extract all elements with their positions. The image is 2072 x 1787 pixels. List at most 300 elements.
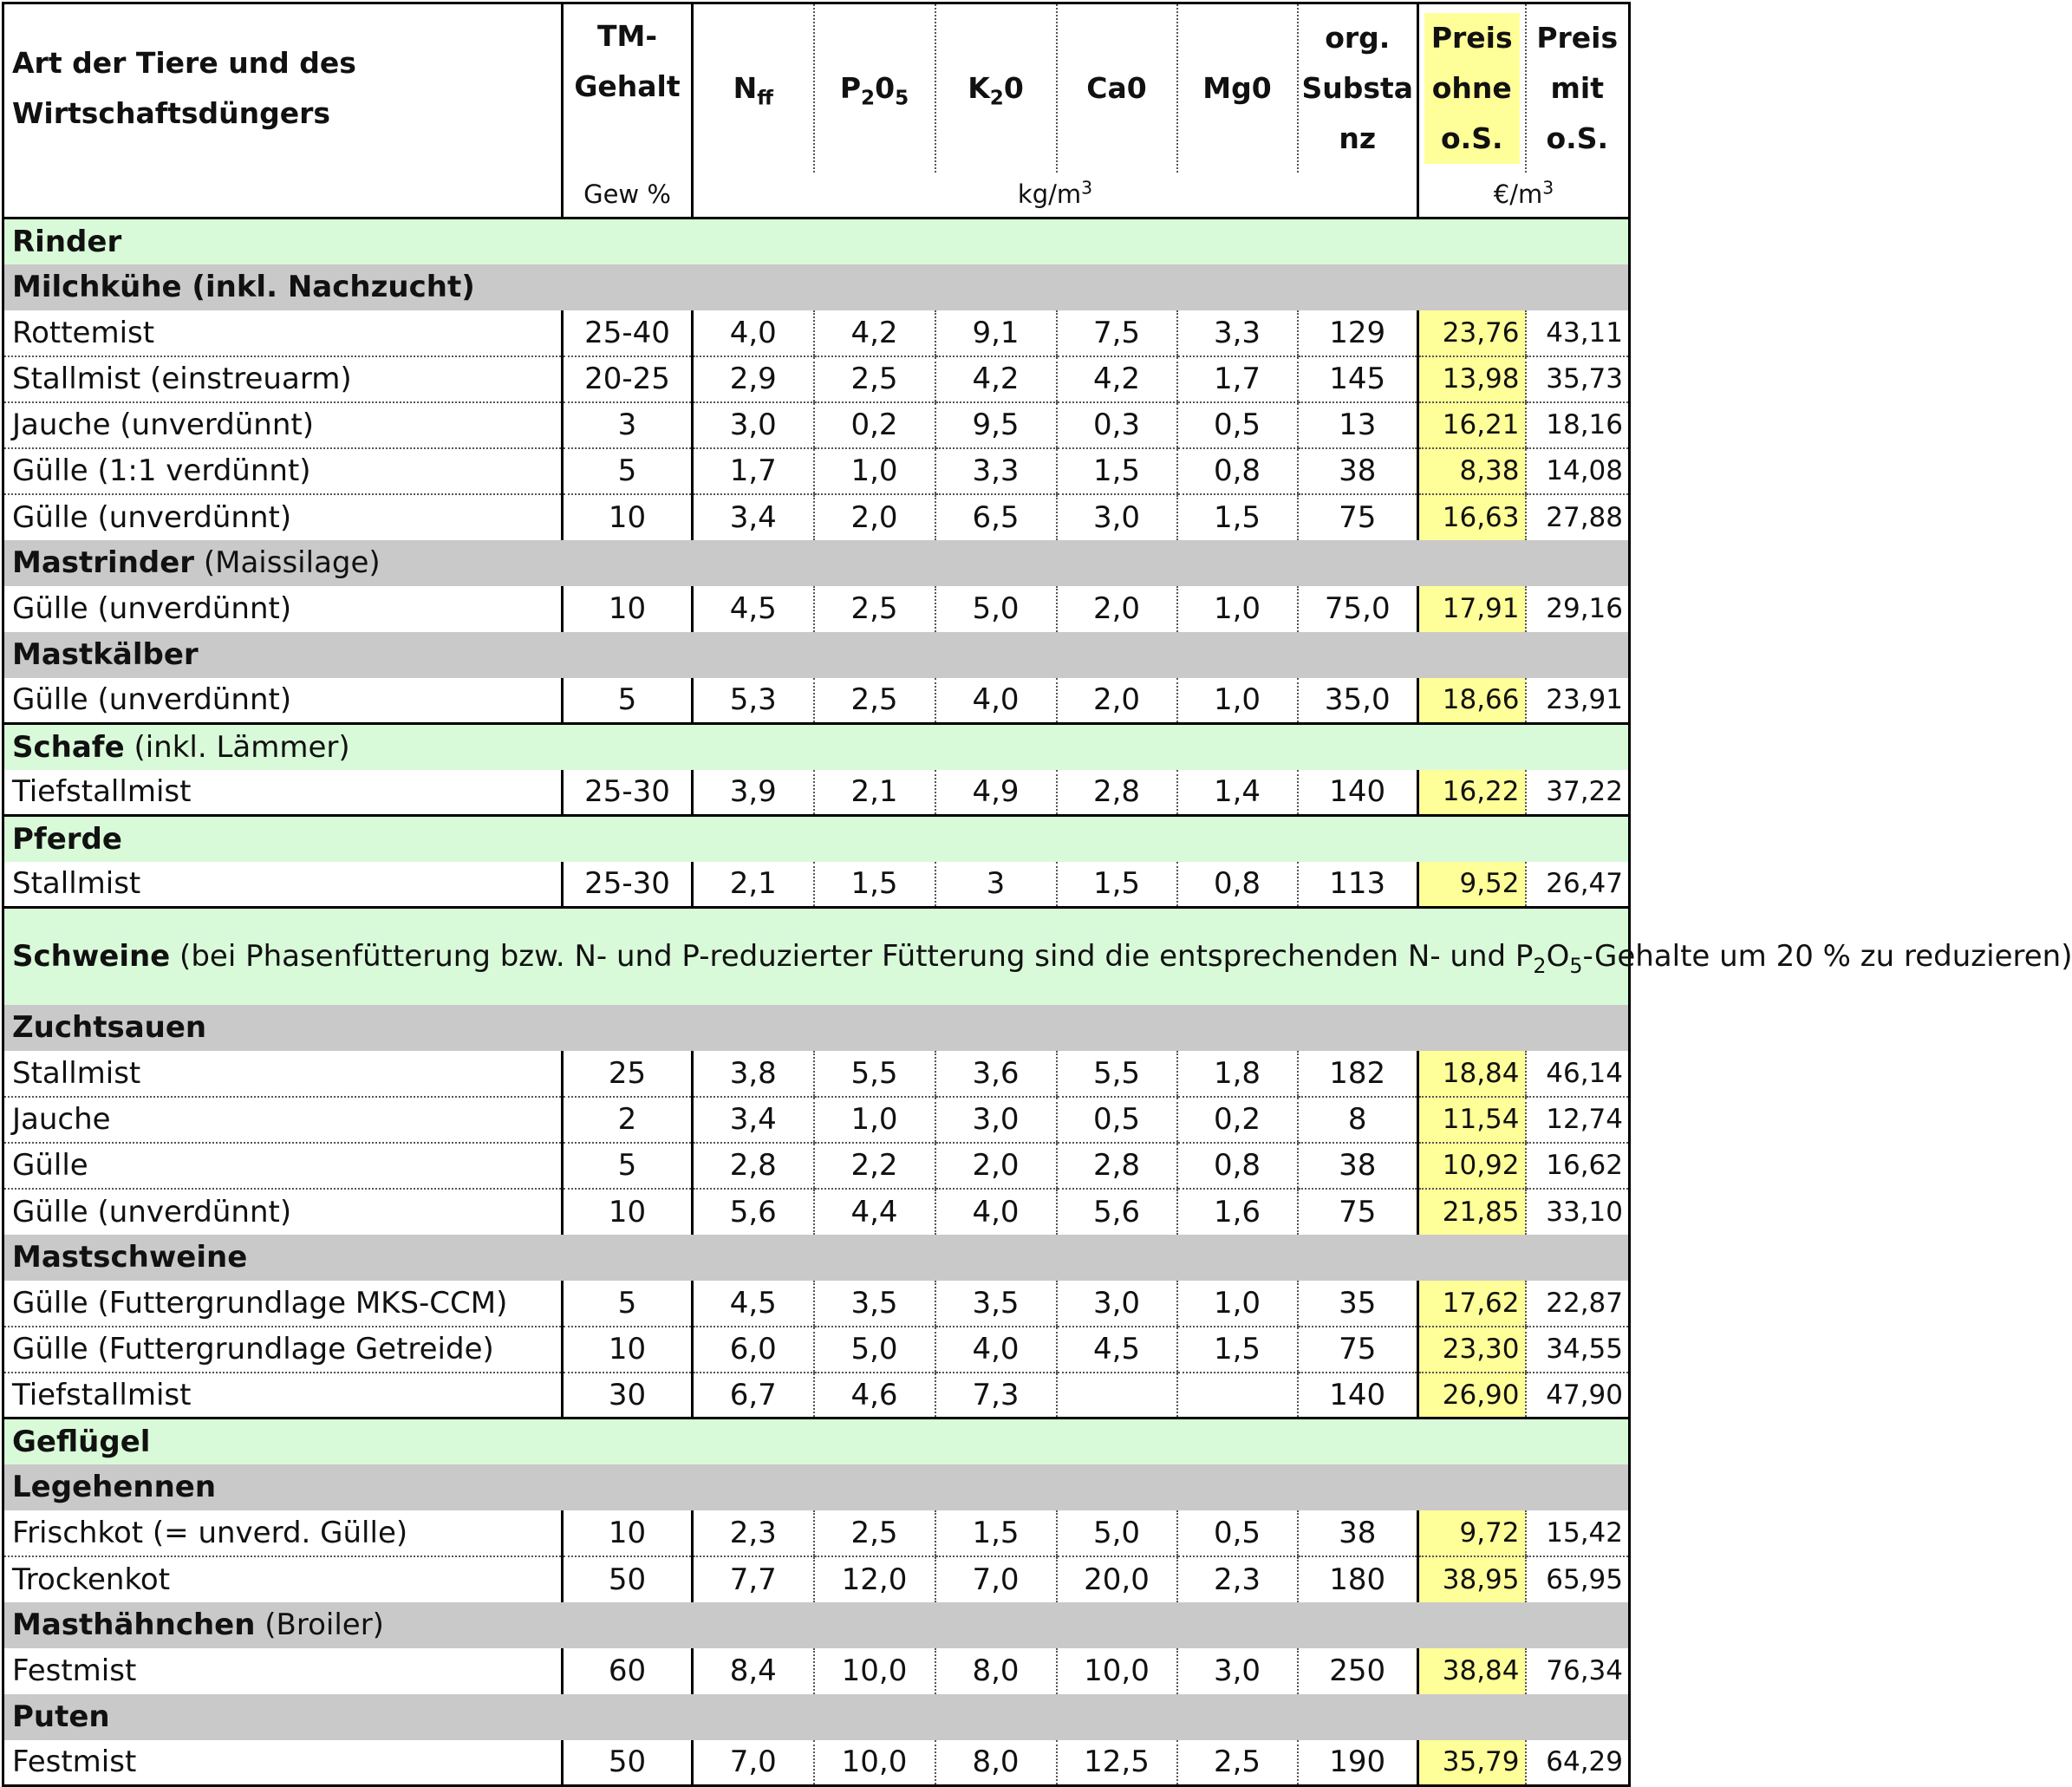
category-cell (3, 218, 1630, 264)
cell-nff: 4,5 (693, 1281, 814, 1327)
cell-tm: 60 (563, 1648, 693, 1694)
cell-org: 38 (1298, 1510, 1418, 1556)
row-name: Jauche (3, 1097, 563, 1143)
cell-cao: 3,0 (1057, 1281, 1177, 1327)
cell-tm: 5 (563, 448, 693, 494)
header-nff-main: N (733, 70, 758, 105)
cell-p2o5: 4,6 (814, 1373, 935, 1419)
cell-tm: 10 (563, 1327, 693, 1373)
subcategory-cell (3, 1464, 1630, 1510)
cell-price-ohne: 9,52 (1418, 862, 1526, 908)
row-name: Stallmist (3, 1051, 563, 1097)
cell-price-ohne: 38,84 (1418, 1648, 1526, 1694)
cell-cao: 7,5 (1057, 310, 1177, 356)
cell-mgo: 1,5 (1177, 494, 1298, 540)
cell-k2o: 7,0 (935, 1556, 1057, 1602)
cell-k2o: 4,0 (935, 1189, 1057, 1235)
cell-k2o: 6,5 (935, 494, 1057, 540)
cell-price-ohne: 23,76 (1418, 310, 1526, 356)
cell-mgo: 0,8 (1177, 1143, 1298, 1189)
header-col-name (3, 3, 563, 173)
cell-cao: 1,5 (1057, 448, 1177, 494)
cell-k2o: 5,0 (935, 586, 1057, 632)
row-name: Stallmist (3, 862, 563, 908)
cell-cao (1057, 1373, 1177, 1419)
cell-org: 38 (1298, 448, 1418, 494)
cell-price-ohne: 21,85 (1418, 1189, 1526, 1235)
cell-p2o5: 2,5 (814, 356, 935, 402)
cell-k2o: 4,0 (935, 678, 1057, 724)
cell-tm: 10 (563, 1510, 693, 1556)
cell-price-ohne: 26,90 (1418, 1373, 1526, 1419)
subcategory-row (3, 1602, 1630, 1648)
unit-kg-text: kg/m (1017, 179, 1082, 210)
cell-price-mit: 16,62 (1526, 1143, 1630, 1189)
cell-price-ohne: 38,95 (1418, 1556, 1526, 1602)
cell-p2o5: 5,5 (814, 1051, 935, 1097)
cell-org: 180 (1298, 1556, 1418, 1602)
header-price-mit-text: Preis mit o.S. (1536, 20, 1619, 155)
cell-tm: 5 (563, 1143, 693, 1189)
row-name: Gülle (1:1 verdünnt) (3, 448, 563, 494)
cell-nff: 2,1 (693, 862, 814, 908)
cell-k2o: 3,0 (935, 1097, 1057, 1143)
cell-mgo: 3,3 (1177, 310, 1298, 356)
header-k-a: K (968, 70, 990, 105)
header-col-cao (1057, 3, 1177, 173)
cell-price-ohne: 13,98 (1418, 356, 1526, 402)
cell-mgo: 1,0 (1177, 1281, 1298, 1327)
cell-mgo (1177, 1373, 1298, 1419)
cell-p2o5: 1,0 (814, 448, 935, 494)
header-p-a: P (839, 70, 862, 105)
category-title: Schweine (12, 939, 171, 975)
subcategory-row (3, 1235, 1630, 1281)
cell-nff: 1,7 (693, 448, 814, 494)
cell-p2o5: 5,0 (814, 1327, 935, 1373)
cell-p2o5: 0,2 (814, 402, 935, 448)
cell-k2o: 3,5 (935, 1281, 1057, 1327)
cell-tm: 5 (563, 1281, 693, 1327)
cell-mgo: 0,5 (1177, 1510, 1298, 1556)
subcategory-cell (3, 1602, 1630, 1648)
cell-org: 250 (1298, 1648, 1418, 1694)
subcategory-row (3, 264, 1630, 310)
subcategory-title: Mastrinder (12, 545, 195, 580)
subcategory-cell (3, 1235, 1630, 1281)
row-name: Rottemist (3, 310, 563, 356)
cell-price-mit: 33,10 (1526, 1189, 1630, 1235)
table-row (3, 402, 1630, 448)
cell-k2o: 8,0 (935, 1740, 1057, 1786)
cell-price-mit: 18,16 (1526, 402, 1630, 448)
cell-k2o: 3,6 (935, 1051, 1057, 1097)
cell-price-mit: 12,74 (1526, 1097, 1630, 1143)
cell-org: 75 (1298, 1189, 1418, 1235)
table-row (3, 1051, 1630, 1097)
cell-mgo: 1,4 (1177, 770, 1298, 816)
header-col-nff (693, 3, 814, 173)
row-name: Gülle (Futtergrundlage Getreide) (3, 1327, 563, 1373)
header-k-sub: 2 (989, 87, 1004, 110)
header-col-tm (563, 3, 693, 173)
cell-price-mit: 27,88 (1526, 494, 1630, 540)
cell-cao: 2,8 (1057, 1143, 1177, 1189)
cell-tm: 30 (563, 1373, 693, 1419)
cell-org: 13 (1298, 402, 1418, 448)
header-nff-sub: ff (757, 87, 773, 110)
cell-cao: 4,5 (1057, 1327, 1177, 1373)
header-p-sub2: 5 (895, 87, 909, 110)
cell-org: 38 (1298, 1143, 1418, 1189)
table-row (3, 356, 1630, 402)
subcategory-title: Masthähnchen (12, 1608, 256, 1642)
category-title: Rinder (12, 224, 122, 259)
table-row (3, 1281, 1630, 1327)
cell-p2o5: 2,5 (814, 586, 935, 632)
subcategory-title: Legehennen (12, 1470, 217, 1504)
subcategory-cell (3, 632, 1630, 678)
cell-nff: 3,8 (693, 1051, 814, 1097)
cell-mgo: 1,7 (1177, 356, 1298, 402)
header-price-ohne-text: Preis ohne o.S. (1430, 20, 1513, 155)
table-row (3, 1740, 1630, 1786)
cell-p2o5: 4,4 (814, 1189, 935, 1235)
table-row (3, 678, 1630, 724)
cell-k2o: 9,5 (935, 402, 1057, 448)
cell-org: 35 (1298, 1281, 1418, 1327)
cell-p2o5: 2,2 (814, 1143, 935, 1189)
cell-nff: 8,4 (693, 1648, 814, 1694)
cell-p2o5: 1,5 (814, 862, 935, 908)
cell-k2o: 8,0 (935, 1648, 1057, 1694)
cell-org: 75 (1298, 1327, 1418, 1373)
cell-k2o: 3,3 (935, 448, 1057, 494)
cell-tm: 20-25 (563, 356, 693, 402)
cell-tm: 25-30 (563, 862, 693, 908)
cell-nff: 5,6 (693, 1189, 814, 1235)
subcategory-title: Mastschweine (12, 1240, 248, 1275)
cell-nff: 7,7 (693, 1556, 814, 1602)
table-row (3, 1327, 1630, 1373)
row-name: Gülle (unverdünnt) (3, 678, 563, 724)
unit-row (3, 173, 1630, 218)
cell-price-ohne: 35,79 (1418, 1740, 1526, 1786)
cell-nff: 5,3 (693, 678, 814, 724)
cell-k2o: 4,0 (935, 1327, 1057, 1373)
cell-price-mit: 26,47 (1526, 862, 1630, 908)
cell-org: 113 (1298, 862, 1418, 908)
cell-price-mit: 29,16 (1526, 586, 1630, 632)
cell-price-mit: 64,29 (1526, 1740, 1630, 1786)
cell-cao: 1,5 (1057, 862, 1177, 908)
cell-org: 182 (1298, 1051, 1418, 1097)
row-name: Gülle (unverdünnt) (3, 494, 563, 540)
category-row (3, 724, 1630, 770)
row-name: Stallmist (einstreuarm) (3, 356, 563, 402)
cell-mgo: 1,5 (1177, 1327, 1298, 1373)
subcategory-title: Zuchtsauen (12, 1010, 207, 1045)
table-row (3, 448, 1630, 494)
cell-k2o: 2,0 (935, 1143, 1057, 1189)
cell-mgo: 2,5 (1177, 1740, 1298, 1786)
cell-nff: 3,4 (693, 1097, 814, 1143)
cell-price-mit: 34,55 (1526, 1327, 1630, 1373)
category-cell (3, 908, 2072, 1005)
row-name: Frischkot (= unverd. Gülle) (3, 1510, 563, 1556)
cell-nff: 2,3 (693, 1510, 814, 1556)
cell-tm: 25-30 (563, 770, 693, 816)
cell-org: 129 (1298, 310, 1418, 356)
header-mg-text: Mg0 (1202, 70, 1272, 105)
cell-cao: 0,5 (1057, 1097, 1177, 1143)
cell-price-mit: 35,73 (1526, 356, 1630, 402)
category-note: (bei Phasenfütterung bzw. N- und P-reduzierter Fütterung sind die entsprechenden N- und P (170, 939, 1534, 975)
cell-price-mit: 37,22 (1526, 770, 1630, 816)
cell-p2o5: 12,0 (814, 1556, 935, 1602)
unit-eur-text: €/m (1493, 179, 1543, 210)
header-col-org (1298, 3, 1418, 173)
cell-nff: 6,0 (693, 1327, 814, 1373)
cell-p2o5: 2,0 (814, 494, 935, 540)
cell-cao: 2,0 (1057, 586, 1177, 632)
cell-price-ohne: 10,92 (1418, 1143, 1526, 1189)
cell-mgo: 1,0 (1177, 678, 1298, 724)
cell-nff: 4,0 (693, 310, 814, 356)
cell-price-mit: 47,90 (1526, 1373, 1630, 1419)
cell-p2o5: 1,0 (814, 1097, 935, 1143)
cell-k2o: 3 (935, 862, 1057, 908)
fertilizer-table (2, 2, 2072, 1787)
cell-org: 75 (1298, 494, 1418, 540)
header-col-mgo (1177, 3, 1298, 173)
cell-org: 35,0 (1298, 678, 1418, 724)
cell-nff: 7,0 (693, 1740, 814, 1786)
cell-nff: 4,5 (693, 586, 814, 632)
header-p-b: 0 (875, 70, 896, 105)
category-note: (Broiler) (255, 1608, 384, 1642)
cell-price-ohne: 17,91 (1418, 586, 1526, 632)
cell-tm: 2 (563, 1097, 693, 1143)
category-cell (3, 724, 1630, 770)
row-name: Tiefstallmist (3, 1373, 563, 1419)
note-sub-5: 5 (1569, 954, 1583, 979)
category-cell (3, 1419, 1630, 1464)
header-row (3, 3, 1630, 173)
category-row (3, 218, 1630, 264)
cell-org: 190 (1298, 1740, 1418, 1786)
cell-org: 145 (1298, 356, 1418, 402)
row-name: Tiefstallmist (3, 770, 563, 816)
cell-k2o: 4,2 (935, 356, 1057, 402)
cell-price-ohne: 23,30 (1418, 1327, 1526, 1373)
table-row (3, 1143, 1630, 1189)
cell-nff: 3,9 (693, 770, 814, 816)
category-row (3, 908, 1630, 1005)
header-col-tm-text: TM-Gehalt (574, 19, 681, 103)
cell-price-mit: 43,11 (1526, 310, 1630, 356)
header-col-price-ohne (1418, 3, 1526, 173)
header-k-b: 0 (1003, 70, 1024, 105)
unit-eur-sup: 3 (1542, 177, 1554, 199)
cell-mgo: 0,2 (1177, 1097, 1298, 1143)
cell-k2o: 9,1 (935, 310, 1057, 356)
cell-mgo: 1,6 (1177, 1189, 1298, 1235)
header-org-text: org. Substa nz (1301, 20, 1414, 155)
header-price-ohne-highlight (1424, 13, 1520, 164)
cell-nff: 6,7 (693, 1373, 814, 1419)
cell-nff: 2,9 (693, 356, 814, 402)
cell-mgo: 1,0 (1177, 586, 1298, 632)
cell-tm: 10 (563, 586, 693, 632)
row-name: Festmist (3, 1740, 563, 1786)
row-name: Gülle (unverdünnt) (3, 1189, 563, 1235)
table-row (3, 1097, 1630, 1143)
cell-mgo: 0,5 (1177, 402, 1298, 448)
cell-p2o5: 2,5 (814, 678, 935, 724)
header-col-price-mit (1526, 3, 1630, 173)
header-col-p2o5 (814, 3, 935, 173)
category-title: Geflügel (12, 1424, 151, 1459)
cell-price-ohne: 9,72 (1418, 1510, 1526, 1556)
cell-tm: 10 (563, 1189, 693, 1235)
subcategory-cell (3, 1005, 1630, 1051)
unit-col-name (3, 173, 563, 218)
cell-cao: 0,3 (1057, 402, 1177, 448)
category-row (3, 1419, 1630, 1464)
cell-price-ohne: 16,22 (1418, 770, 1526, 816)
cell-price-ohne: 16,63 (1418, 494, 1526, 540)
category-cell (3, 816, 1630, 862)
cell-p2o5: 3,5 (814, 1281, 935, 1327)
cell-p2o5: 10,0 (814, 1740, 935, 1786)
table-row (3, 310, 1630, 356)
cell-p2o5: 10,0 (814, 1648, 935, 1694)
cell-price-ohne: 11,54 (1418, 1097, 1526, 1143)
cell-cao: 2,8 (1057, 770, 1177, 816)
table-row (3, 494, 1630, 540)
table-row (3, 586, 1630, 632)
subcategory-cell (3, 264, 1630, 310)
subcategory-cell (3, 1694, 1630, 1740)
category-row (3, 816, 1630, 862)
cell-tm: 25 (563, 1051, 693, 1097)
cell-price-mit: 14,08 (1526, 448, 1630, 494)
cell-cao: 2,0 (1057, 678, 1177, 724)
cell-k2o: 7,3 (935, 1373, 1057, 1419)
cell-price-ohne: 18,66 (1418, 678, 1526, 724)
unit-col-kg (693, 173, 1418, 218)
cell-org: 75,0 (1298, 586, 1418, 632)
cell-tm: 3 (563, 402, 693, 448)
subcategory-cell (3, 540, 1630, 586)
cell-nff: 3,0 (693, 402, 814, 448)
cell-mgo: 3,0 (1177, 1648, 1298, 1694)
table-row (3, 1556, 1630, 1602)
cell-mgo: 2,3 (1177, 1556, 1298, 1602)
cell-cao: 20,0 (1057, 1556, 1177, 1602)
note-o: O (1546, 939, 1570, 975)
row-name: Gülle (unverdünnt) (3, 586, 563, 632)
cell-nff: 3,4 (693, 494, 814, 540)
cell-cao: 12,5 (1057, 1740, 1177, 1786)
cell-price-ohne: 18,84 (1418, 1051, 1526, 1097)
cell-price-mit: 76,34 (1526, 1648, 1630, 1694)
unit-kg-sup: 3 (1081, 177, 1093, 199)
subcategory-row (3, 1694, 1630, 1740)
subcategory-title: Puten (12, 1699, 110, 1734)
row-name: Gülle (3, 1143, 563, 1189)
subcategory-title: Mastkälber (12, 637, 199, 672)
unit-col-tm: Gew % (563, 173, 693, 218)
cell-tm: 10 (563, 494, 693, 540)
subcategory-row (3, 632, 1630, 678)
cell-nff: 2,8 (693, 1143, 814, 1189)
cell-mgo: 0,8 (1177, 448, 1298, 494)
cell-price-mit: 46,14 (1526, 1051, 1630, 1097)
table-row (3, 1189, 1630, 1235)
cell-price-ohne: 17,62 (1418, 1281, 1526, 1327)
subcategory-row (3, 540, 1630, 586)
cell-price-mit: 65,95 (1526, 1556, 1630, 1602)
cell-cao: 5,6 (1057, 1189, 1177, 1235)
cell-cao: 3,0 (1057, 494, 1177, 540)
category-note: (inkl. Lämmer) (124, 729, 350, 765)
table-row (3, 1510, 1630, 1556)
table-row (3, 1648, 1630, 1694)
cell-org: 8 (1298, 1097, 1418, 1143)
category-note: (Maissilage) (194, 545, 381, 580)
cell-k2o: 4,9 (935, 770, 1057, 816)
cell-price-mit: 22,87 (1526, 1281, 1630, 1327)
row-name: Jauche (unverdünnt) (3, 402, 563, 448)
cell-tm: 25-40 (563, 310, 693, 356)
cell-k2o: 1,5 (935, 1510, 1057, 1556)
unit-col-eur (1418, 173, 1630, 218)
note-sub-2: 2 (1533, 954, 1547, 979)
table-row (3, 1373, 1630, 1419)
row-name: Festmist (3, 1648, 563, 1694)
cell-tm: 50 (563, 1740, 693, 1786)
cell-cao: 10,0 (1057, 1648, 1177, 1694)
cell-price-ohne: 16,21 (1418, 402, 1526, 448)
cell-price-mit: 15,42 (1526, 1510, 1630, 1556)
subcategory-title: Milchkühe (inkl. Nachzucht) (12, 270, 475, 304)
header-col-k2o (935, 3, 1057, 173)
cell-cao: 4,2 (1057, 356, 1177, 402)
subcategory-row (3, 1464, 1630, 1510)
subcategory-row (3, 1005, 1630, 1051)
table-row (3, 862, 1630, 908)
cell-cao: 5,0 (1057, 1510, 1177, 1556)
cell-org: 140 (1298, 770, 1418, 816)
cell-mgo: 0,8 (1177, 862, 1298, 908)
cell-price-ohne: 8,38 (1418, 448, 1526, 494)
cell-p2o5: 2,5 (814, 1510, 935, 1556)
note-end: -Gehalte um 20 % zu reduzieren) (1582, 939, 2072, 975)
category-title: Schafe (12, 729, 125, 765)
header-p-sub1: 2 (861, 87, 876, 110)
cell-org: 140 (1298, 1373, 1418, 1419)
category-title: Pferde (12, 821, 122, 857)
cell-price-mit: 23,91 (1526, 678, 1630, 724)
row-name: Trockenkot (3, 1556, 563, 1602)
row-name: Gülle (Futtergrundlage MKS-CCM) (3, 1281, 563, 1327)
header-ca-text: Ca0 (1086, 70, 1147, 105)
cell-tm: 5 (563, 678, 693, 724)
header-col-name-text: Art der Tiere und des Wirtschaftsdüngers (12, 45, 356, 130)
cell-p2o5: 4,2 (814, 310, 935, 356)
